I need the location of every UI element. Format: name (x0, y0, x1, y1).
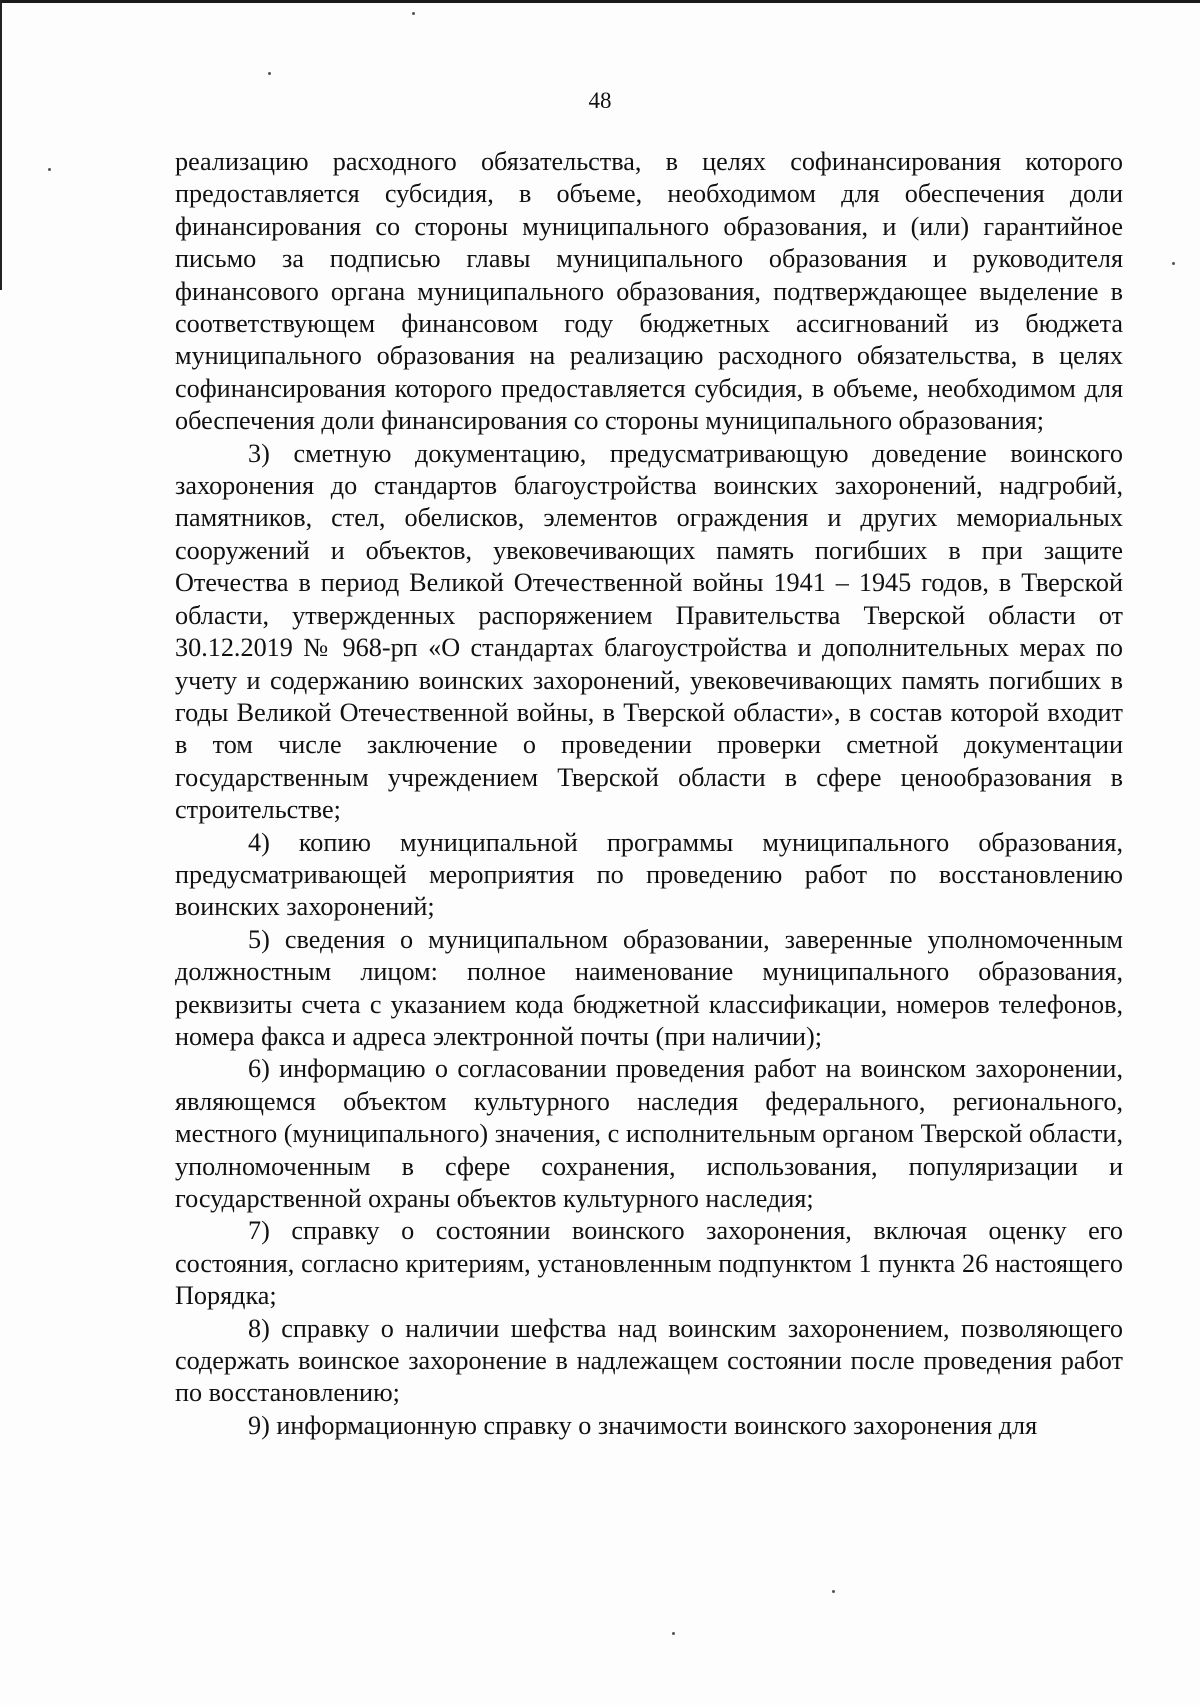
scan-speck (48, 168, 51, 171)
scan-top-border (0, 0, 1200, 3)
scan-left-border (0, 0, 2, 290)
scan-speck (832, 1590, 835, 1593)
paragraph-item-6: 6) информацию о согласовании проведения работ на воинском захоронении, являющемся объектом культурного наследия федерального, регионального, местного (муниципального) значения, с исполнительным органом Тверской области, уполномоченным в сфере сохранения, использования, популяризации и государственной охраны объектов культурного наследия; (175, 1054, 1123, 1213)
scan-speck (412, 12, 415, 15)
paragraph-item-4: 4) копию муниципальной программы муниципального образования, предусматривающей мероприятия по проведению работ по восстановлению воинских захоронений; (175, 827, 1123, 922)
paragraph-item-3: 3) сметную документацию, предусматривающую доведение воинского захоронения до стандартов благоустройства воинских захоронений, надгробий, памятников, стел, обелисков, элементов ограждения и других мемориальных сооружений и объектов, увековечивающих память погибших в при защите Отечества в период Великой Отечественной войны 1941 – 1945 годов, в Тверской области, утвержденных распоряжением Правительства Тверской области от 30.12.2019 № 968-рп «О стандартах благоустройства и дополнительных мерах по учету и содержанию воинских захоронений, увековечивающих память погибших в годы Великой Отечественной войны, в Тверской области», в состав которой входит в том числе заключение о проведении проверки сметной документации государственным учреждением Тверской области в сфере ценообразования в строительстве; (175, 438, 1123, 825)
paragraph-item-7: 7) справку о состоянии воинского захоронения, включая оценку его состояния, согласно критериям, установленным подпунктом 1 пункта 26 настоящего Порядка; (175, 1216, 1123, 1311)
scan-speck (268, 72, 271, 75)
paragraph-item-5: 5) сведения о муниципальном образовании, заверенные уполномоченным должностным лицом: полное наименование муниципального образования, реквизиты счета с указанием кода бюджетной классификации, номеров телефонов, номера факса и адреса электронной почты (при наличии); (175, 924, 1123, 1051)
paragraph-item-8: 8) справку о наличии шефства над воинским захоронением, позволяющего содержать воинское захоронение в надлежащем состоянии после проведения работ по восстановлению; (175, 1313, 1123, 1408)
scan-speck (1172, 262, 1175, 265)
scan-speck (672, 1632, 675, 1635)
paragraph-continuation: реализацию расходного обязательства, в целях софинансирования которого предоставляется субсидия, в объеме, необходимом для обеспечения доли финансирования со стороны муниципального образования, и (или) гарантийное письмо за подписью главы муниципального образования и руководителя финансового органа муниципального образования, подтверждающее выделение в соответствующем финансовом году бюджетных ассигнований из бюджета муниципального образования на реализацию расходного обязательства, в целях софинансирования которого предоставляется субсидия, в объеме, необходимом для обеспечения доли финансирования со стороны муниципального образования; (175, 147, 1123, 436)
paragraph-item-9: 9) информационную справку о значимости воинского захоронения для (248, 1410, 1038, 1440)
page-number: 48 (588, 88, 612, 113)
document-body (175, 146, 1123, 1442)
